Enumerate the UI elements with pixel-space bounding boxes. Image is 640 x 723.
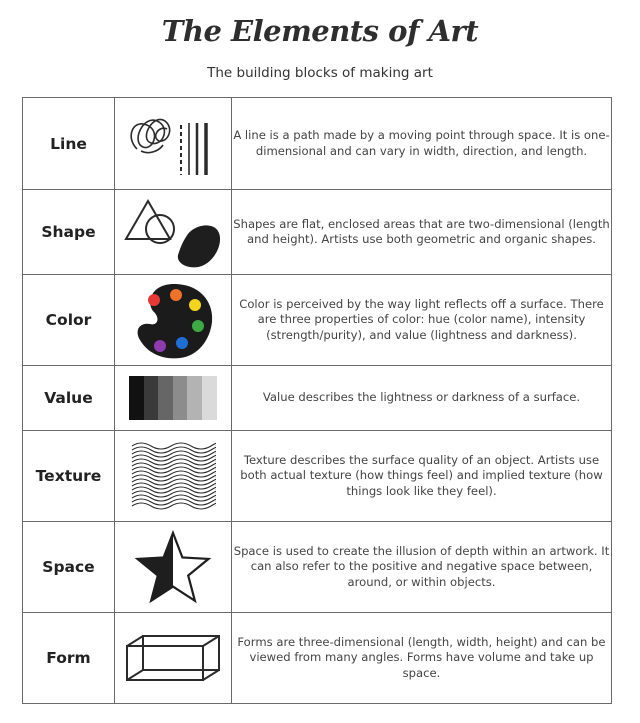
element-description: Color is perceived by the way light reflects off a surface. There are three properties of color: hue (color name), intensity (strength/purity), and value (lightness and darkness). xyxy=(232,275,612,366)
element-description: Shapes are flat, enclosed areas that are two-dimensional (length and height). Artists use both geometric and organic shapes. xyxy=(232,190,612,275)
element-name: Texture xyxy=(23,431,115,522)
line-scribble-icon xyxy=(123,107,223,181)
table-row-color xyxy=(23,275,612,366)
wavy-texture-icon xyxy=(130,440,216,512)
element-description: Value describes the lightness or darkness of a surface. xyxy=(232,366,612,431)
wireframe-box-icon xyxy=(121,630,225,686)
element-description: Forms are three-dimensional (length, width, height) and can be viewed from many angles. Forms have volume and take up space. xyxy=(232,613,612,704)
table-row-space xyxy=(23,522,612,613)
element-name: Form xyxy=(23,613,115,704)
elements-table xyxy=(22,97,612,704)
table-row-form xyxy=(23,613,612,704)
table-row-value xyxy=(23,366,612,431)
half-star-icon xyxy=(133,529,213,605)
page-subtitle: The building blocks of making art xyxy=(207,65,433,81)
element-name: Shape xyxy=(23,190,115,275)
element-name: Color xyxy=(23,275,115,366)
element-name: Line xyxy=(23,98,115,190)
element-name: Value xyxy=(23,366,115,431)
table-row-line xyxy=(23,98,612,190)
page-title: The Elements of Art xyxy=(161,14,479,48)
table-row-shape xyxy=(23,190,612,275)
element-name: Space xyxy=(23,522,115,613)
value-scale-icon xyxy=(129,376,217,420)
element-description: Space is used to create the illusion of depth within an artwork. It can also refer to the positive and negative space between, around, or within objects. xyxy=(232,522,612,613)
table-row-texture xyxy=(23,431,612,522)
shapes-icon xyxy=(120,193,226,271)
element-description: Texture describes the surface quality of an object. Artists use both actual texture (how things feel) and implied texture (how things look like they feel). xyxy=(232,431,612,522)
paint-palette-icon xyxy=(128,278,218,362)
element-description: A line is a path made by a moving point through space. It is one-dimensional and can vary in width, direction, and length. xyxy=(232,98,612,190)
